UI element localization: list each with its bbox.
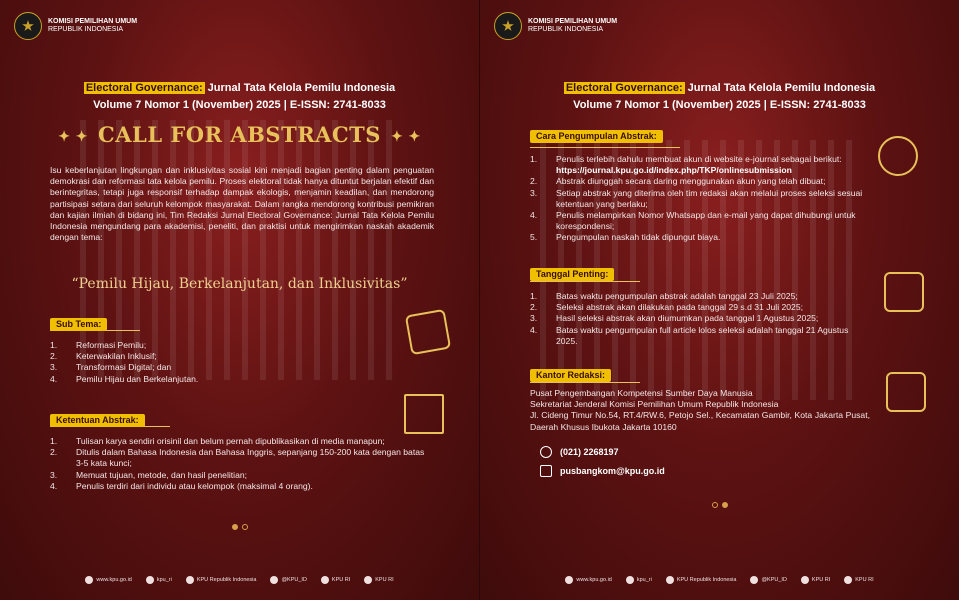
social-link[interactable]: KPU RI: [321, 576, 350, 584]
gear-search-icon: [878, 136, 918, 176]
list-item: 5. Pengumpulan naskah tidak dipungut biaya.: [530, 232, 721, 243]
social-link[interactable]: www.kpu.go.id: [565, 576, 611, 584]
list-item: 4. Penulis melampirkan Nomor Whatsapp dan e-mail yang dapat dihubungi untuk korespondensi;: [530, 210, 856, 232]
ketentuan-list: [50, 436, 430, 492]
journal-title: [480, 80, 959, 114]
phone-icon: [540, 446, 552, 458]
kantor-line3: Jl. Cideng Timur No.54, RT.4/RW.6, Petojo Sel., Kecamatan Gambir, Kota Jakarta Pusat, Daerah Khusus Ibukota Jakarta 10160: [530, 410, 870, 432]
left-panel: [0, 0, 479, 600]
social-link[interactable]: kpu_ri: [146, 576, 172, 584]
call-for-abstracts-heading: ✦ ✦ CALL FOR ABSTRACTS ✦ ✦: [58, 122, 421, 147]
list-item: 2. Seleksi abstrak akan dilakukan pada tanggal 29 s.d 31 Juli 2025;: [530, 302, 803, 313]
kantor-line1: Pusat Pengembangan Kompetensi Sumber Daya Manusia: [530, 388, 753, 398]
list-item: 3. Memuat tujuan, metode, dan hasil penelitian;: [50, 469, 248, 480]
list-item: 3. Hasil seleksi abstrak akan diumumkan pada tanggal 1 Agustus 2025;: [530, 313, 819, 324]
org-country: REPUBLIK INDONESIA: [48, 26, 124, 33]
social-link[interactable]: KPU RI: [801, 576, 830, 584]
theme-quote: “Pemilu Hijau, Berkelanjutan, dan Inklusivitas”: [71, 276, 408, 292]
org-country: REPUBLIK INDONESIA: [528, 26, 604, 33]
sparkle-icon: ✦ ✦: [390, 128, 421, 145]
list-item: 1. Tulisan karya sendiri orisinil dan belum pernah dipublikasikan di media manapun;: [50, 436, 385, 446]
tanggal-label: Tanggal Penting:: [530, 268, 614, 281]
list-item: 1. Batas waktu pengumpulan abstrak adalah tanggal 23 Juli 2025;: [530, 291, 798, 301]
journal-name: Jurnal Tata Kelola Pemilu Indonesia: [684, 82, 876, 94]
divider: [530, 281, 640, 282]
journal-name: Jurnal Tata Kelola Pemilu Indonesia: [204, 82, 396, 94]
cara-label: Cara Pengumpulan Abstrak:: [530, 130, 663, 143]
intro-paragraph: Isu keberlanjutan lingkungan dan inklusivitas sosial kini menjadi bagian penting dalam penguatan demokrasi dan reformasi tata kelola pemilu. Proses elektoral tidak hanya dituntut berjalan efektif dan berintegritas, tetapi juga responsif terhadap dampak ekologis, menjamin keadilan, dan mendorong partisipasi setara dari seluruh kelompok masyarakat. Dalam rangka mendorong kontribusi pemikiran dan kajian ilmiah di bidang ini, Tim Redaksi Jurnal Electoral Governance: Jurnal Tata Kelola Pemilu Indonesia mengundang para akademisi, peneliti, dan praktisi untuk mengirimkan naskah akademik dengan tema:: [50, 165, 434, 243]
page-indicator: [712, 502, 728, 508]
social-icon: [801, 576, 809, 584]
social-link[interactable]: KPU RI: [844, 576, 873, 584]
email-icon: [540, 465, 552, 477]
journal-highlight: Electoral Governance:: [85, 82, 203, 94]
phone-contact[interactable]: (021) 2268197: [540, 446, 619, 458]
list-item: 3. Transformasi Digital; dan: [50, 362, 172, 373]
list-item: 1. Penulis terlebih dahulu membuat akun di website e-journal sebagai berikut: https://journal.kpu.go.id/index.php/TKP/onlinesubmission: [530, 154, 842, 176]
sparkle-icon: ✦ ✦: [58, 128, 89, 145]
social-icon: [666, 576, 674, 584]
right-panel: [479, 0, 959, 600]
header: [494, 12, 617, 40]
social-link[interactable]: @KPU_ID: [750, 576, 786, 584]
subtema-label: Sub Tema:: [50, 318, 107, 331]
social-icon: [565, 576, 573, 584]
social-icon: [270, 576, 278, 584]
email-contact[interactable]: pusbangkom@kpu.go.id: [540, 465, 665, 477]
social-icon: [186, 576, 194, 584]
kantor-label: Kantor Redaksi:: [530, 369, 611, 382]
journal-highlight: Electoral Governance:: [565, 82, 683, 94]
list-item: 2. Abstrak diunggah secara daring menggunakan akun yang telah dibuat;: [530, 176, 826, 187]
ketentuan-label: Ketentuan Abstrak:: [50, 414, 145, 427]
writing-icon: [405, 309, 451, 355]
social-icon: [750, 576, 758, 584]
social-link[interactable]: kpu_ri: [626, 576, 652, 584]
social-icon: [626, 576, 634, 584]
journal-volume: Volume 7 Nomor 1 (November) 2025 | E-ISSN: 2741-8033: [93, 99, 386, 111]
calendar-icon: [884, 272, 924, 312]
social-link[interactable]: www.kpu.go.id: [85, 576, 131, 584]
list-item: 3. Setiap abstrak yang diterima oleh tim redaksi akan melalui proses seleksi sesuai ketentuan yang berlaku;: [530, 187, 863, 209]
journal-title: [0, 80, 479, 114]
list-item: 2. Keterwakilan Inklusif;: [50, 351, 157, 362]
social-icon: [364, 576, 372, 584]
divider: [530, 382, 640, 383]
org-name: KOMISI PEMILIHAN UMUM: [48, 18, 138, 25]
kantor-address: [530, 388, 870, 433]
tanggal-list: [530, 291, 860, 347]
social-icon: [85, 576, 93, 584]
footer-social: [480, 576, 959, 584]
list-item: 4. Pemilu Hijau dan Berkelanjutan.: [50, 373, 199, 384]
social-link[interactable]: KPU Republik Indonesia: [666, 576, 737, 584]
subtema-list: [50, 340, 370, 385]
divider: [530, 147, 680, 148]
social-icon: [844, 576, 852, 584]
social-icon: [321, 576, 329, 584]
social-link[interactable]: KPU RI: [364, 576, 393, 584]
list-item: 4. Penulis terdiri dari individu atau kelompok (maksimal 4 orang).: [50, 480, 313, 491]
kpu-logo-icon: [14, 12, 42, 40]
social-icon: [146, 576, 154, 584]
social-link[interactable]: KPU Republik Indonesia: [186, 576, 257, 584]
list-item: 1. Reformasi Pemilu;: [50, 340, 147, 350]
gavel-icon: [404, 394, 444, 434]
list-item: 2. Ditulis dalam Bahasa Indonesia dan Bahasa Inggris, sepanjang 150-200 kata dengan batas 3-5 kata kunci;: [50, 447, 425, 469]
header: [14, 12, 137, 40]
org-name: KOMISI PEMILIHAN UMUM: [528, 18, 618, 25]
page-indicator: [232, 524, 248, 530]
building-icon: [886, 372, 926, 412]
cara-list: [530, 154, 880, 244]
kantor-line2: Sekretariat Jenderal Komisi Pemilihan Umum Republik Indonesia: [530, 399, 779, 410]
journal-volume: Volume 7 Nomor 1 (November) 2025 | E-ISSN: 2741-8033: [573, 99, 866, 111]
social-link[interactable]: @KPU_ID: [270, 576, 306, 584]
kpu-logo-icon: [494, 12, 522, 40]
footer-social: [0, 576, 479, 584]
list-item: 4. Batas waktu pengumpulan full article lolos seleksi adalah tanggal 21 Agustus 2025.: [530, 324, 849, 346]
